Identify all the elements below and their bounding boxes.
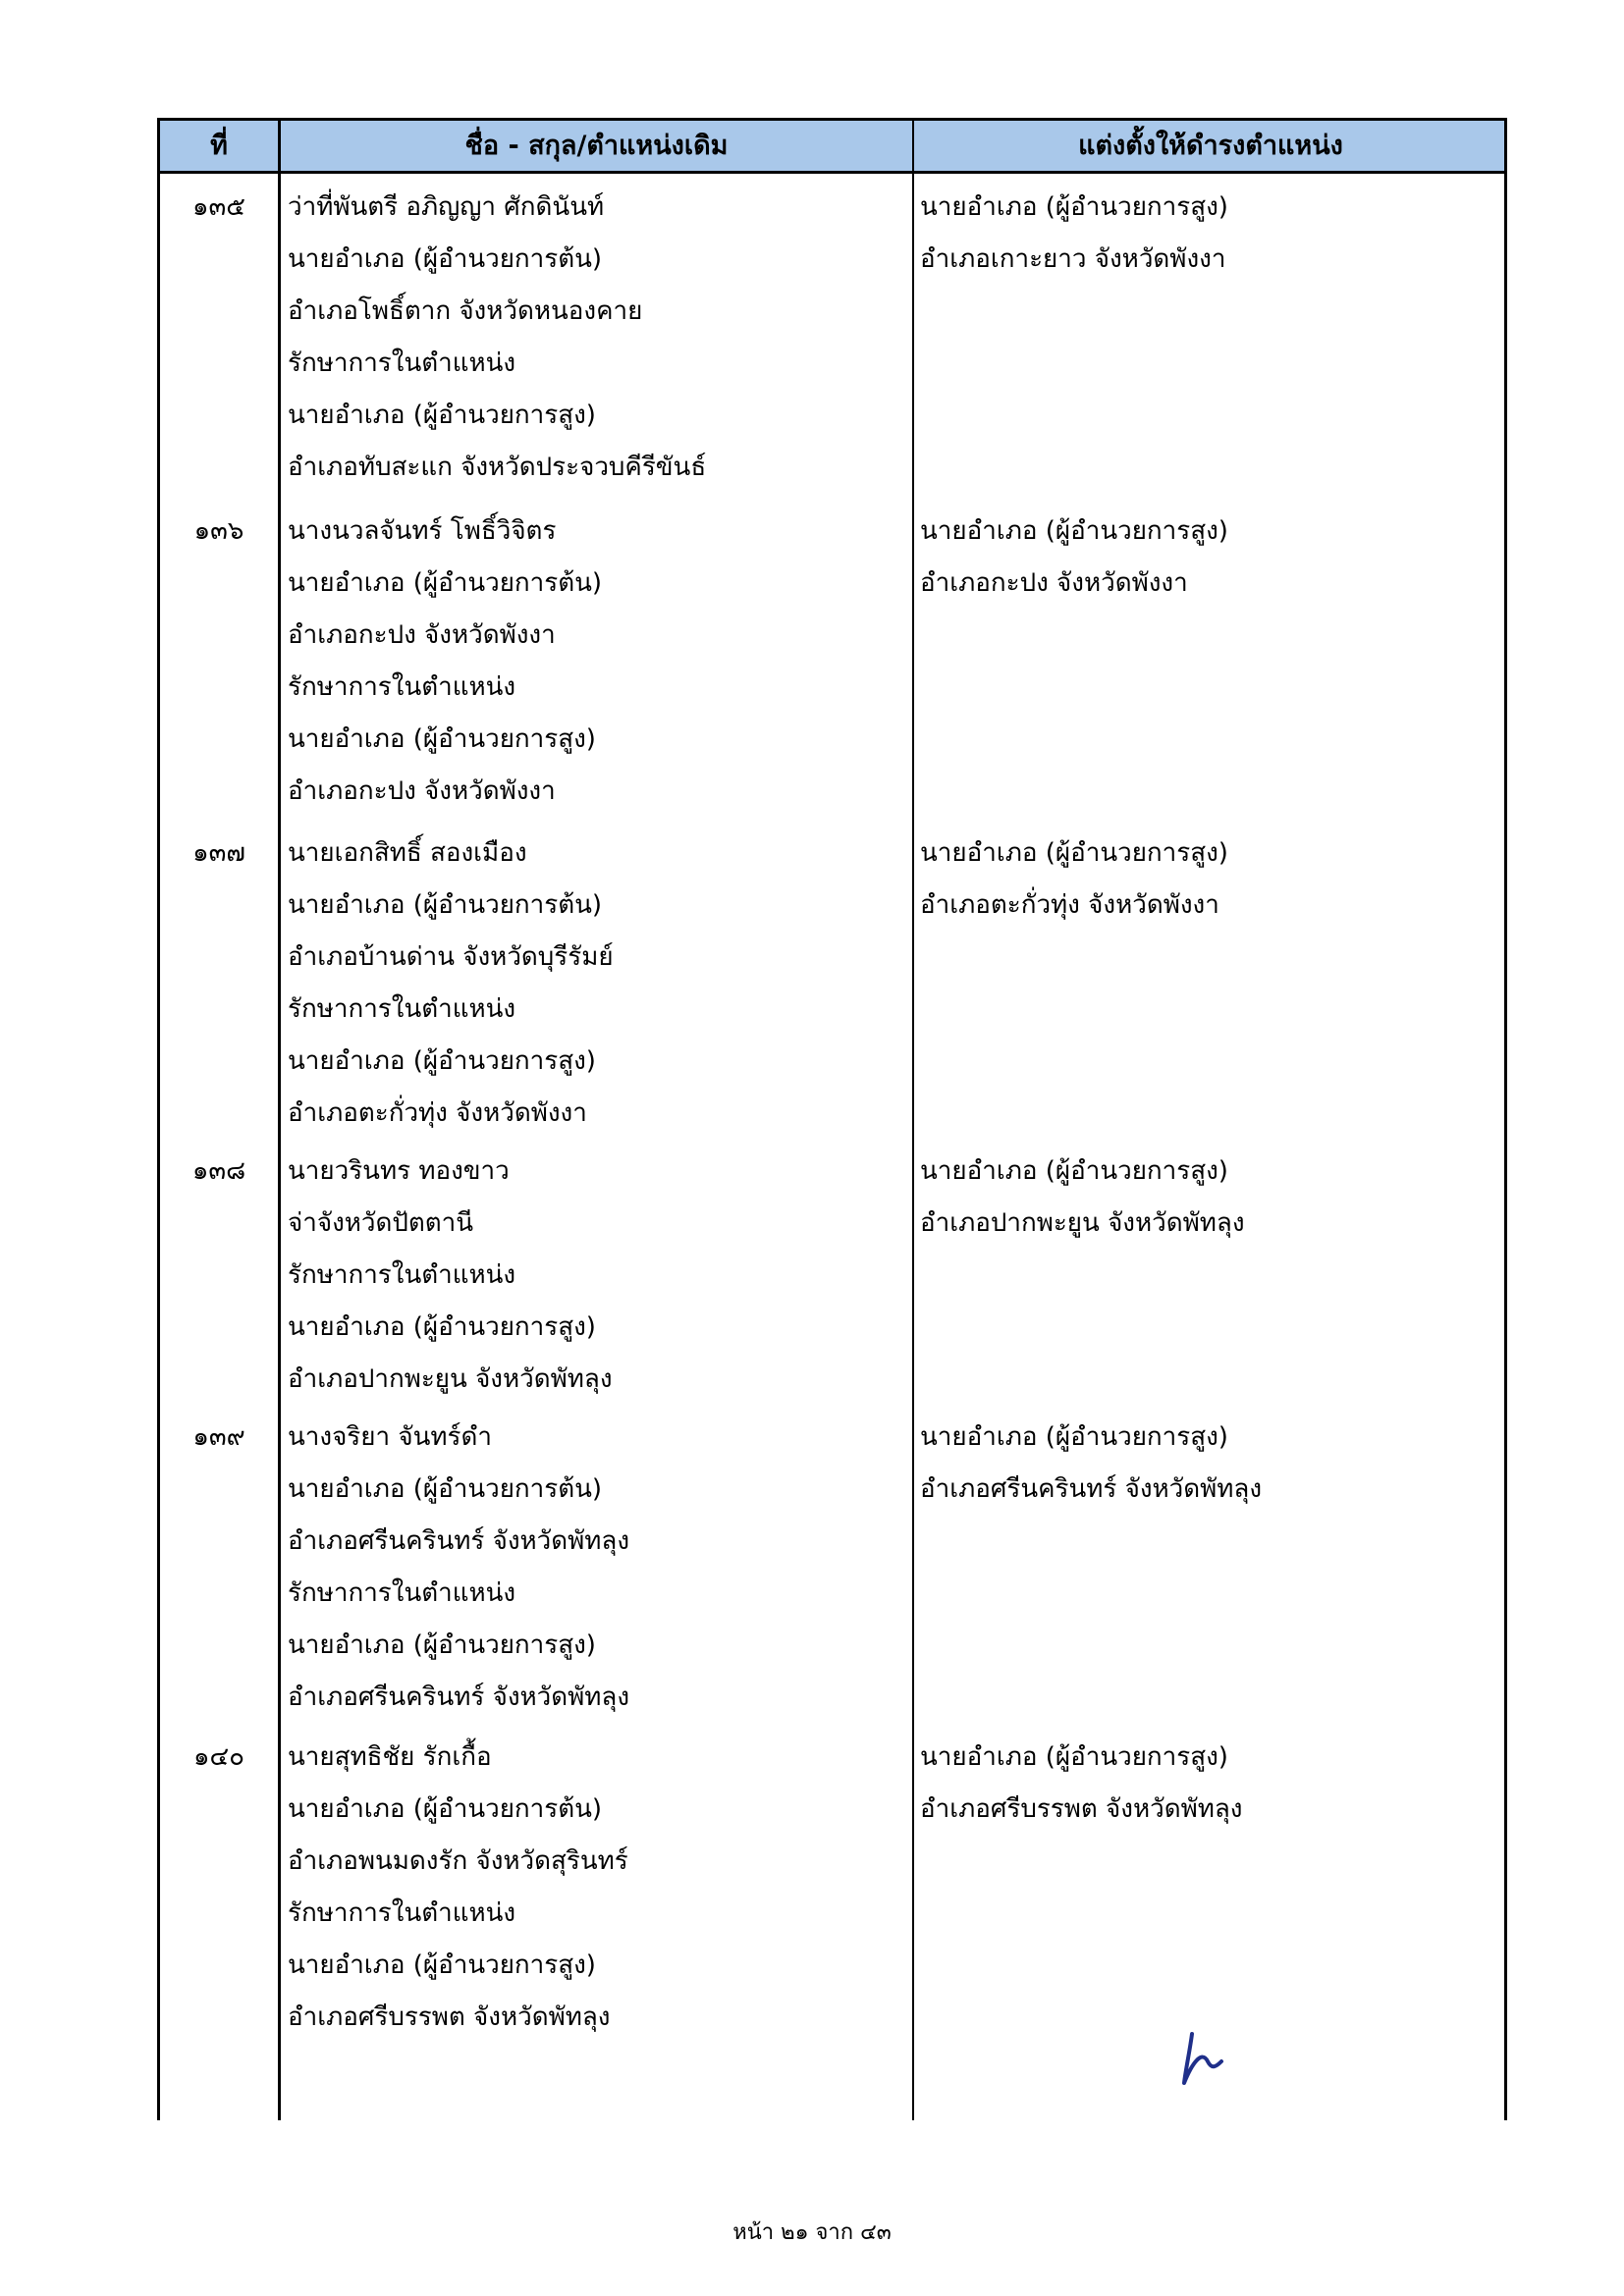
old-position-line: อำเภอตะกั่วทุ่ง จังหวัดพังงา (288, 1098, 587, 1128)
row-number: ๑๓๘ (191, 1156, 246, 1186)
table-row (160, 1146, 1504, 1406)
new-position-cell (920, 828, 1505, 932)
new-position-line: อำเภอศรีนครินทร์ จังหวัดพัทลุง (920, 1474, 1263, 1504)
old-position-line: นายอำเภอ (ผู้อำนวยการต้น) (288, 244, 603, 274)
new-position-line: นายอำเภอ (ผู้อำนวยการสูง) (920, 516, 1228, 546)
old-position-line: อำเภอบ้านด่าน จังหวัดบุรีรัมย์ (288, 942, 614, 972)
old-position-line: รักษาการในตำแหน่ง (288, 1578, 516, 1608)
old-position-cell (288, 1146, 906, 1406)
new-position-cell (920, 506, 1505, 610)
table-row (160, 506, 1504, 818)
old-position-line: อำเภอศรีนครินทร์ จังหวัดพัทลุง (288, 1526, 630, 1556)
old-position-line: อำเภอทับสะแก จังหวัดประจวบคีรีขันธ์ (288, 453, 707, 482)
new-position-cell (920, 1146, 1505, 1250)
old-position-line: อำเภอศรีบรรพต จังหวัดพัทลุง (288, 2002, 611, 2032)
table-header (160, 121, 1504, 174)
old-position-line: รักษาการในตำแหน่ง (288, 1898, 516, 1928)
new-position-cell (920, 1412, 1505, 1516)
new-position-line: อำเภอศรีบรรพต จังหวัดพัทลุง (920, 1794, 1243, 1824)
old-position-line: นายอำเภอ (ผู้อำนวยการต้น) (288, 568, 603, 598)
row-number: ๑๓๕ (192, 192, 245, 222)
header-number: ที่ (210, 131, 228, 161)
old-position-line: รักษาการในตำแหน่ง (288, 348, 516, 378)
new-position-line: อำเภอเกาะยาว จังหวัดพังงา (920, 244, 1226, 274)
new-position-line: อำเภอกะปง จังหวัดพังงา (920, 568, 1188, 598)
old-position-line: รักษาการในตำแหน่ง (288, 672, 516, 702)
old-position-cell (288, 506, 906, 818)
new-position-line: นายอำเภอ (ผู้อำนวยการสูง) (920, 1156, 1228, 1186)
appointment-table (157, 118, 1507, 2120)
table-row (160, 1412, 1504, 1724)
old-position-line: อำเภอโพธิ์ตาก จังหวัดหนองคาย (288, 296, 643, 326)
row-number: ๑๓๖ (193, 516, 244, 546)
new-position-cell (920, 1732, 1505, 1836)
new-position-cell (920, 182, 1505, 286)
old-position-line: นางนวลจันทร์ โพธิ์วิจิตร (288, 516, 557, 546)
old-position-line: ว่าที่พันตรี อภิญญา ศักดินันท์ (288, 192, 605, 222)
old-position-line: นายอำเภอ (ผู้อำนวยการสูง) (288, 1630, 596, 1660)
old-position-line: อำเภอกะปง จังหวัดพังงา (288, 620, 556, 650)
old-position-line: นายเอกสิทธิ์ สองเมือง (288, 838, 527, 868)
old-position-line: นายอำเภอ (ผู้อำนวยการสูง) (288, 1950, 596, 1980)
table-row (160, 1732, 1504, 2044)
old-position-line: นายอำเภอ (ผู้อำนวยการสูง) (288, 400, 596, 430)
old-position-line: นางจริยา จันทร์ดำ (288, 1422, 492, 1452)
old-position-line: นายอำเภอ (ผู้อำนวยการสูง) (288, 724, 596, 754)
old-position-line: นายวรินทร ทองขาว (288, 1156, 510, 1186)
old-position-line: อำเภอปากพะยูน จังหวัดพัทลุง (288, 1364, 613, 1394)
old-position-cell (288, 1412, 906, 1724)
old-position-line: นายอำเภอ (ผู้อำนวยการสูง) (288, 1312, 596, 1342)
old-position-line: อำเภอกะปง จังหวัดพังงา (288, 776, 556, 806)
new-position-line: อำเภอปากพะยูน จังหวัดพัทลุง (920, 1208, 1245, 1238)
new-position-line: อำเภอตะกั่วทุ่ง จังหวัดพังงา (920, 890, 1219, 920)
old-position-cell (288, 182, 906, 494)
old-position-line: นายอำเภอ (ผู้อำนวยการต้น) (288, 890, 603, 920)
old-position-line: จ่าจังหวัดปัตตานี (288, 1208, 474, 1238)
signature (1178, 2012, 1237, 2091)
page-number: หน้า ๒๑ จาก ๔๓ (732, 2220, 892, 2245)
old-position-line: นายอำเภอ (ผู้อำนวยการต้น) (288, 1474, 603, 1504)
row-number: ๑๓๙ (192, 1422, 245, 1452)
old-position-cell (288, 828, 906, 1140)
row-number: ๑๓๗ (192, 838, 245, 868)
table-row (160, 828, 1504, 1140)
new-position-line: นายอำเภอ (ผู้อำนวยการสูง) (920, 838, 1228, 868)
header-new-position: แต่งตั้งให้ดำรงตำแหน่ง (1078, 131, 1343, 161)
old-position-line: อำเภอศรีนครินทร์ จังหวัดพัทลุง (288, 1682, 630, 1712)
new-position-line: นายอำเภอ (ผู้อำนวยการสูง) (920, 192, 1228, 222)
old-position-line: อำเภอพนมดงรัก จังหวัดสุรินทร์ (288, 1846, 628, 1876)
new-position-line: นายอำเภอ (ผู้อำนวยการสูง) (920, 1422, 1228, 1452)
old-position-line: นายอำเภอ (ผู้อำนวยการต้น) (288, 1794, 603, 1824)
old-position-cell (288, 1732, 906, 2044)
header-name-old-position: ชื่อ - สกุล/ตำแหน่งเดิม (464, 131, 729, 161)
old-position-line: รักษาการในตำแหน่ง (288, 994, 516, 1024)
table-row (160, 182, 1504, 494)
old-position-line: นายอำเภอ (ผู้อำนวยการสูง) (288, 1046, 596, 1076)
row-number: ๑๔๐ (192, 1742, 245, 1772)
old-position-line: รักษาการในตำแหน่ง (288, 1260, 516, 1290)
old-position-line: นายสุทธิชัย รักเกื้อ (288, 1742, 492, 1772)
new-position-line: นายอำเภอ (ผู้อำนวยการสูง) (920, 1742, 1228, 1772)
